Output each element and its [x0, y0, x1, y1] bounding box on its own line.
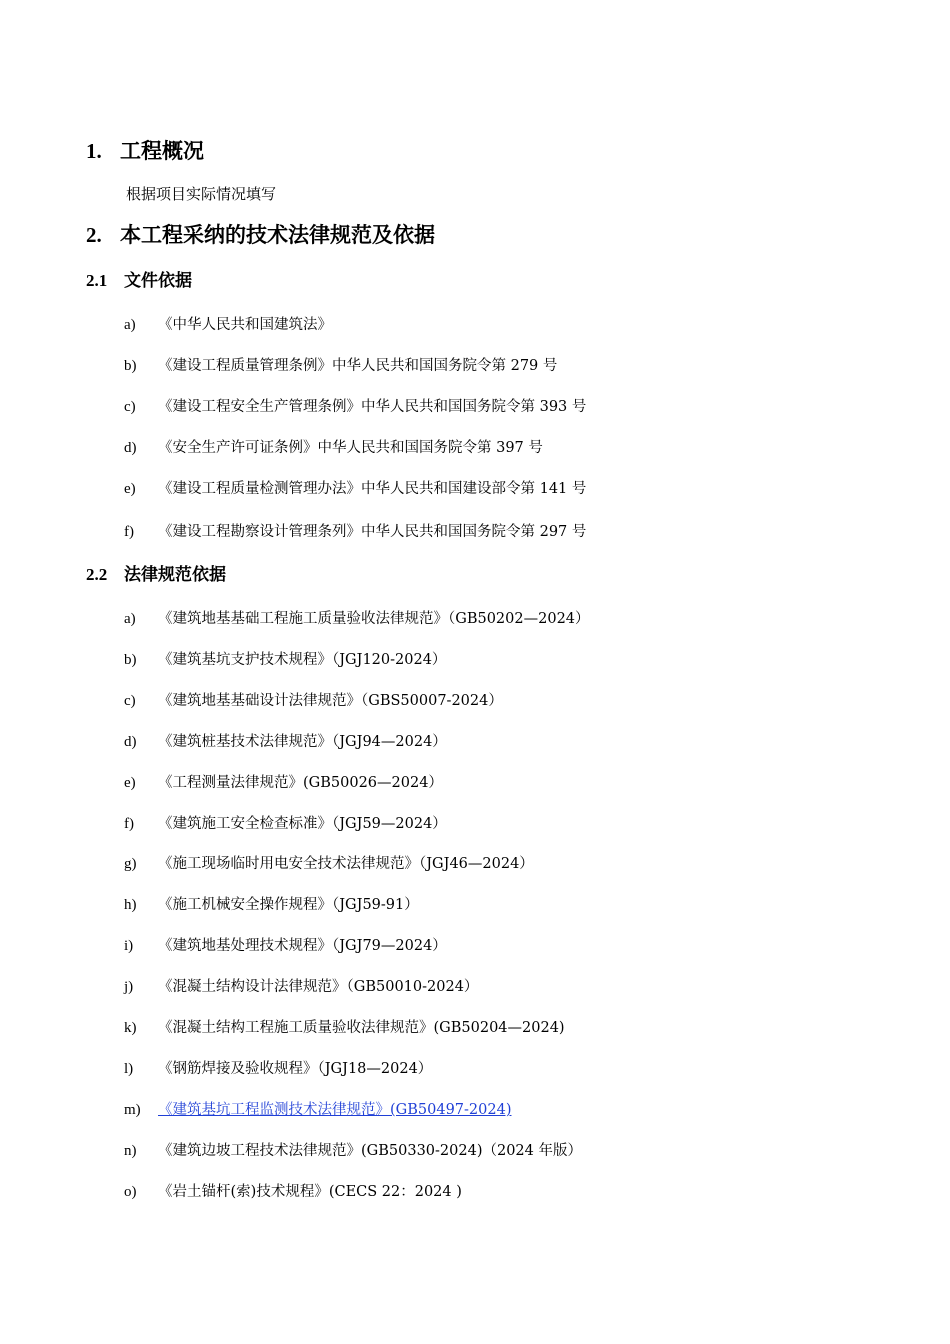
- section-title: 本工程采纳的技术法律规范及依据: [120, 223, 435, 247]
- list-item: [124, 649, 446, 670]
- list-marker: j): [124, 979, 134, 995]
- list-item-text: 《安全生产许可证条例》中华人民共和国国务院令第 397 号: [158, 440, 543, 456]
- section-heading-2: [86, 222, 435, 248]
- list-item-text: 《建筑基坑支护技术规程》（JGJ120-2024）: [158, 652, 447, 668]
- list-item-text: 《混凝土结构工程施工质量验收法律规范》(GB50204—2024): [158, 1020, 565, 1036]
- list-item: [124, 1140, 582, 1161]
- list-item: [124, 690, 503, 711]
- list-item-text: 《建筑施工安全检查标准》（JGJ59—2024）: [158, 816, 447, 832]
- section-number: 2.: [86, 223, 102, 247]
- list-marker: f): [124, 524, 134, 540]
- list-item-text: 《工程测量法律规范》(GB50026—2024）: [158, 775, 443, 791]
- list-marker: l): [124, 1061, 134, 1077]
- list-item-text: 《建设工程勘察设计管理条列》中华人民共和国国务院令第 297 号: [158, 524, 587, 540]
- list-marker: b): [124, 358, 137, 374]
- list-marker: d): [124, 734, 137, 750]
- list-item-text: 《岩土锚杆(索)技术规程》(CECS 22：2024 ): [158, 1184, 462, 1200]
- subsection-number: 2.1: [86, 271, 108, 290]
- list-item-text: 《建设工程质量管理条例》中华人民共和国国务院令第 279 号: [158, 358, 558, 374]
- list-item-text: 《施工机械安全操作规程》（JGJ59-91）: [158, 897, 419, 913]
- list-item: [124, 1181, 462, 1202]
- list-item: [124, 1099, 511, 1120]
- list-item: [124, 813, 447, 834]
- list-marker: k): [124, 1020, 137, 1036]
- list-item: [124, 521, 586, 542]
- standard-link[interactable]: 《建筑基坑工程监测技术法律规范》(GB50497-2024): [158, 1102, 512, 1118]
- list-marker: d): [124, 440, 137, 456]
- list-item: [124, 935, 447, 956]
- list-item: [124, 314, 332, 335]
- list-item: [124, 853, 534, 874]
- section-title: 工程概况: [120, 139, 204, 163]
- list-item-text: 《建设工程质量检测管理办法》中华人民共和国建设部令第 141 号: [158, 481, 587, 497]
- section-heading-1: [86, 138, 204, 164]
- subsection-number: 2.2: [86, 565, 108, 584]
- list-marker: o): [124, 1184, 137, 1200]
- list-item: [124, 772, 443, 793]
- list-item-text: 《建筑地基基础设计法律规范》（GBS50007-2024）: [158, 693, 503, 709]
- list-item: [124, 894, 419, 915]
- list-item: [124, 731, 447, 752]
- list-marker: c): [124, 693, 136, 709]
- subsection-heading-2-1: [86, 270, 192, 292]
- subsection-title: 文件依据: [124, 271, 192, 291]
- list-marker: a): [124, 611, 136, 627]
- list-item: [124, 608, 590, 629]
- list-marker: b): [124, 652, 137, 668]
- list-item-text: 《施工现场临时用电安全技术法律规范》（JGJ46—2024）: [158, 856, 534, 872]
- list-marker: e): [124, 481, 136, 497]
- list-item-text: 《建筑地基处理技术规程》（JGJ79—2024）: [158, 938, 447, 954]
- list-item: [124, 1058, 432, 1079]
- list-marker: i): [124, 938, 134, 954]
- list-item-text: 《建设工程安全生产管理条例》中华人民共和国国务院令第 393 号: [158, 399, 587, 415]
- list-item: [124, 478, 586, 499]
- list-item: [124, 437, 543, 458]
- list-item: [124, 1017, 565, 1038]
- subsection-heading-2-2: [86, 564, 226, 586]
- list-marker: m): [124, 1102, 141, 1118]
- list-item-text: 《中华人民共和国建筑法》: [158, 317, 332, 333]
- subsection-title: 法律规范依据: [124, 565, 226, 585]
- list-item-text: 《建筑桩基技术法律规范》（JGJ94—2024）: [158, 734, 447, 750]
- list-item-text: 《钢筋焊接及验收规程》（JGJ18—2024）: [158, 1061, 433, 1077]
- list-marker: c): [124, 399, 136, 415]
- list-marker: e): [124, 775, 136, 791]
- list-marker: n): [124, 1143, 137, 1159]
- section-number: 1.: [86, 139, 102, 163]
- list-marker: f): [124, 816, 134, 832]
- list-item-text: 《建筑地基基础工程施工质量验收法律规范》（GB50202—2024）: [158, 611, 590, 627]
- list-marker: h): [124, 897, 137, 913]
- section-body-text: 根据项目实际情况填写: [126, 185, 277, 203]
- list-marker: a): [124, 317, 136, 333]
- list-marker: g): [124, 856, 137, 872]
- list-item: [124, 976, 478, 997]
- list-item-text: 《混凝土结构设计法律规范》（GB50010-2024）: [158, 979, 479, 995]
- list-item: [124, 355, 557, 376]
- list-item: [124, 396, 586, 417]
- list-item-text: 《建筑边坡工程技术法律规范》(GB50330-2024)（2024 年版）: [158, 1143, 582, 1159]
